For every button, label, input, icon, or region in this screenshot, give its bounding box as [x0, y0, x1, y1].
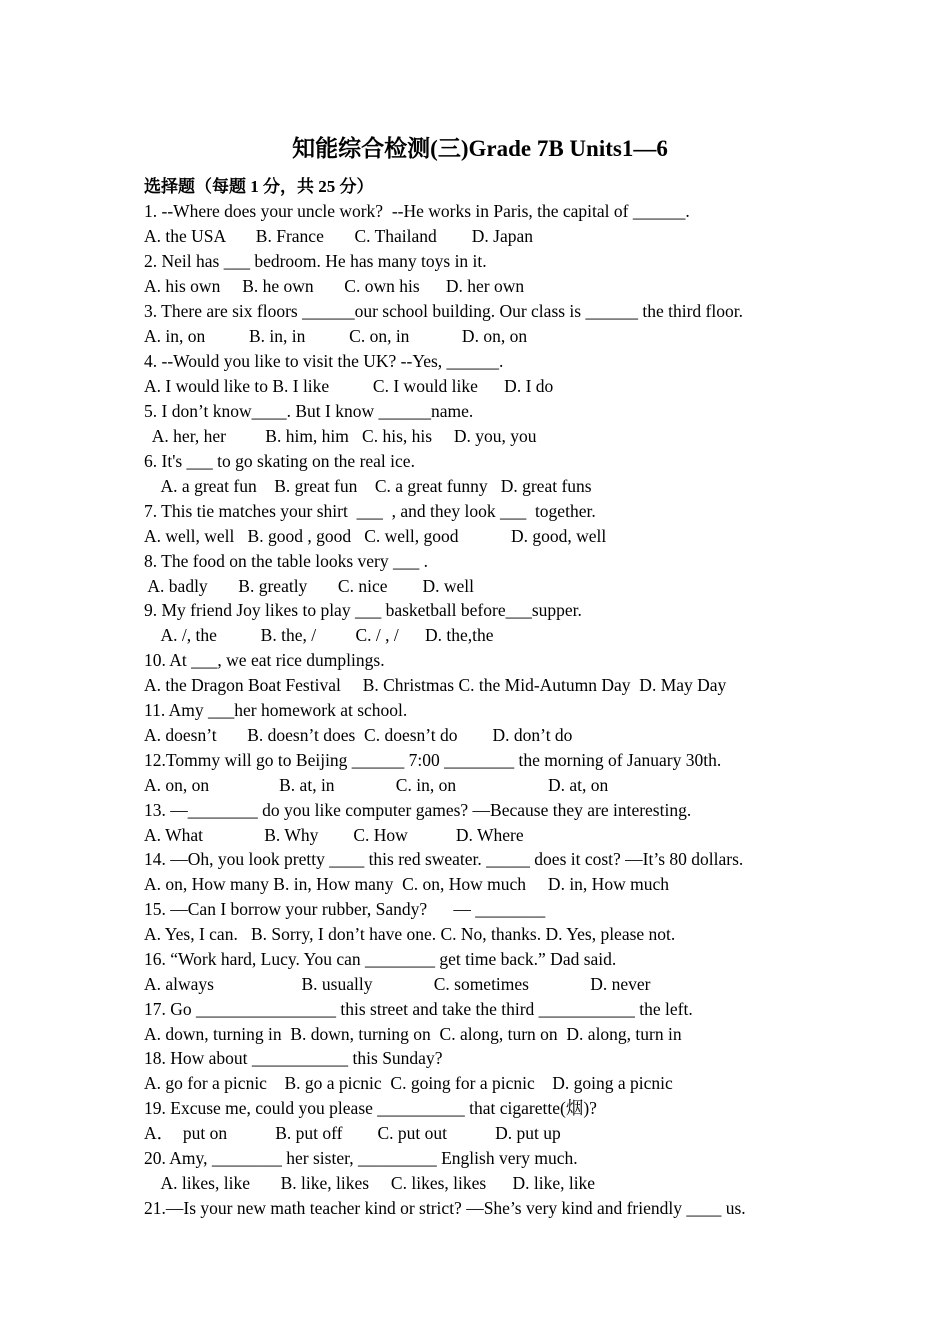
question-line: 14. —Oh, you look pretty ____ this red sweater. _____ does it cost? —It’s 80 dollars. — [144, 849, 744, 869]
question-line: 10. At ___, we eat rice dumplings. — [144, 650, 385, 670]
question-line: 2. Neil has ___ bedroom. He has many toys in it. — [144, 251, 487, 271]
page-title: 知能综合检测(三)Grade 7B Units1—6 — [292, 136, 668, 161]
section-heading: 选择题（每题 1 分，共 25 分） — [144, 177, 374, 196]
question-line: 8. The food on the table looks very ___ . — [144, 551, 428, 571]
options-line: A. badly B. greatly C. nice D. well — [144, 576, 475, 596]
options-line: A. doesn’t B. doesn’t does C. doesn’t do D. don’t do — [144, 725, 573, 745]
options-line: A. always B. usually C. sometimes D. never — [144, 974, 651, 994]
question-line: 4. --Would you like to visit the UK? --Yes, ______. — [144, 351, 504, 371]
question-line: 5. I don’t know____. But I know ______name. — [144, 401, 474, 421]
question-line: 6. It's ___ to go skating on the real ice. — [144, 451, 415, 471]
options-line: A. on, How many B. in, How many C. on, How much D. in, How much — [144, 874, 669, 894]
question-line: 18. How about ___________ this Sunday? — [144, 1048, 443, 1068]
question-line: 12.Tommy will go to Beijing ______ 7:00 ________ the morning of January 30th. — [144, 750, 722, 770]
options-line: A. well, well B. good , good C. well, good D. good, well — [144, 526, 607, 546]
question-line: 1. --Where does your uncle work? --He works in Paris, the capital of ______. — [144, 201, 690, 221]
question-line: 13. —________ do you like computer games? —Because they are interesting. — [144, 800, 692, 820]
options-line: A. Yes, I can. B. Sorry, I don’t have one. C. No, thanks. D. Yes, please not. — [144, 924, 676, 944]
question-line: 15. —Can I borrow your rubber, Sandy? — ________ — [144, 899, 546, 919]
options-line: A. the USA B. France C. Thailand D. Japan — [144, 226, 534, 246]
options-line: A. I would like to B. I like C. I would like D. I do — [144, 376, 554, 396]
options-line: A. her, her B. him, him C. his, his D. you, you — [144, 426, 537, 446]
options-line: A. a great fun B. great fun C. a great funny D. great funs — [144, 476, 592, 496]
options-line: A. down, turning in B. down, turning on C. along, turn on D. along, turn in — [144, 1024, 682, 1044]
question-line: 17. Go ________________ this street and take the third ___________ the left. — [144, 999, 693, 1019]
question-line: 7. This tie matches your shirt ___ , and they look ___ together. — [144, 501, 596, 521]
question-line: 16. “Work hard, Lucy. You can ________ get time back.” Dad said. — [144, 949, 617, 969]
options-line: A. likes, like B. like, likes C. likes, likes D. like, like — [144, 1173, 596, 1193]
question-line: 21.—Is your new math teacher kind or strict? —She’s very kind and friendly ____ us. — [144, 1198, 746, 1218]
options-line: A. /, the B. the, / C. / , / D. the,the — [144, 625, 494, 645]
question-line: 9. My friend Joy likes to play ___ basketball before___supper. — [144, 600, 582, 620]
question-line: 19. Excuse me, could you please __________ that cigarette(烟)? — [144, 1098, 597, 1118]
question-line: 20. Amy, ________ her sister, _________ English very much. — [144, 1148, 578, 1168]
options-line: A. go for a picnic B. go a picnic C. going for a picnic D. going a picnic — [144, 1073, 673, 1093]
options-line: A. the Dragon Boat Festival B. Christmas C. the Mid-Autumn Day D. May Day — [144, 675, 727, 695]
options-line: A． put on B. put off C. put out D. put up — [144, 1123, 561, 1143]
question-line: 11. Amy ___her homework at school. — [144, 700, 408, 720]
options-line: A. on, on B. at, in C. in, on D. at, on — [144, 775, 609, 795]
options-line: A. his own B. he own C. own his D. her own — [144, 276, 525, 296]
options-line: A. What B. Why C. How D. Where — [144, 825, 524, 845]
options-line: A. in, on B. in, in C. on, in D. on, on — [144, 326, 528, 346]
question-line: 3. There are six floors ______our school building. Our class is ______ the third floor. — [144, 301, 743, 321]
